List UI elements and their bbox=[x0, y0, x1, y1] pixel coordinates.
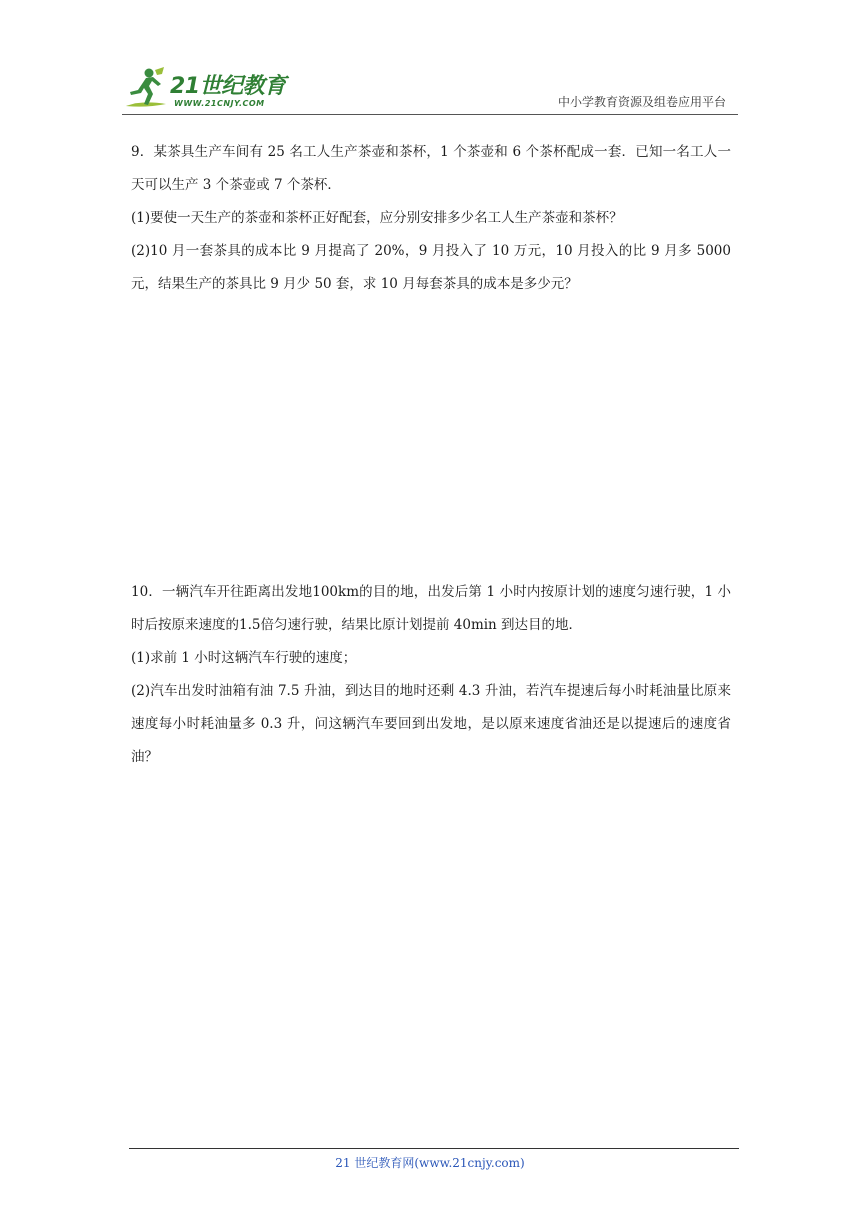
question-stem: 10．一辆汽车开往距离出发地100km的目的地，出发后第 1 小时内按原计划的速度匀速行驶，1 小时后按原来速度的1.5倍匀速行驶，结果比原计划提前 40min 到达目的地． bbox=[131, 584, 731, 633]
page-header bbox=[122, 66, 738, 116]
header-divider bbox=[122, 114, 738, 115]
question-10 bbox=[131, 576, 731, 774]
question-part-2: (2)10 月一套茶具的成本比 9 月提高了 20%，9 月投入了 10 万元，10 月投入的比 9 月多 5000 元，结果生产的茶具比 9 月少 50 套，求 10 月每套茶具的成本是多少元？ bbox=[131, 243, 731, 292]
platform-label: 中小学教育资源及组卷应用平台 bbox=[557, 95, 726, 109]
footer-link[interactable]: 21 世纪教育网(www.21cnjy.com) bbox=[335, 1156, 525, 1170]
logo-text: 21世纪教育 bbox=[170, 74, 286, 99]
logo-url: WWW.21CNJY.COM bbox=[174, 99, 265, 108]
question-9 bbox=[131, 136, 731, 301]
question-part-1: (1)要使一天生产的茶壶和茶杯正好配套，应分别安排多少名工人生产茶壶和茶杯？ bbox=[131, 210, 623, 226]
question-stem: 9．某茶具生产车间有 25 名工人生产茶壶和茶杯，1 个茶壶和 6 个茶杯配成一套．已知一名工人一天可以生产 3 个茶壶或 7 个茶杯． bbox=[131, 144, 731, 193]
site-logo[interactable] bbox=[122, 66, 297, 116]
question-part-1: (1)求前 1 小时这辆汽车行驶的速度； bbox=[131, 650, 357, 666]
runner-icon bbox=[122, 66, 170, 112]
footer-divider bbox=[129, 1148, 739, 1149]
question-part-2: (2)汽车出发时油箱有油 7.5 升油，到达目的地时还剩 4.3 升油，若汽车提速后每小时耗油量比原来速度每小时耗油量多 0.3 升，问这辆汽车要回到出发地，是以原来速度省油还是以提速后的速度省油？ bbox=[131, 683, 731, 765]
